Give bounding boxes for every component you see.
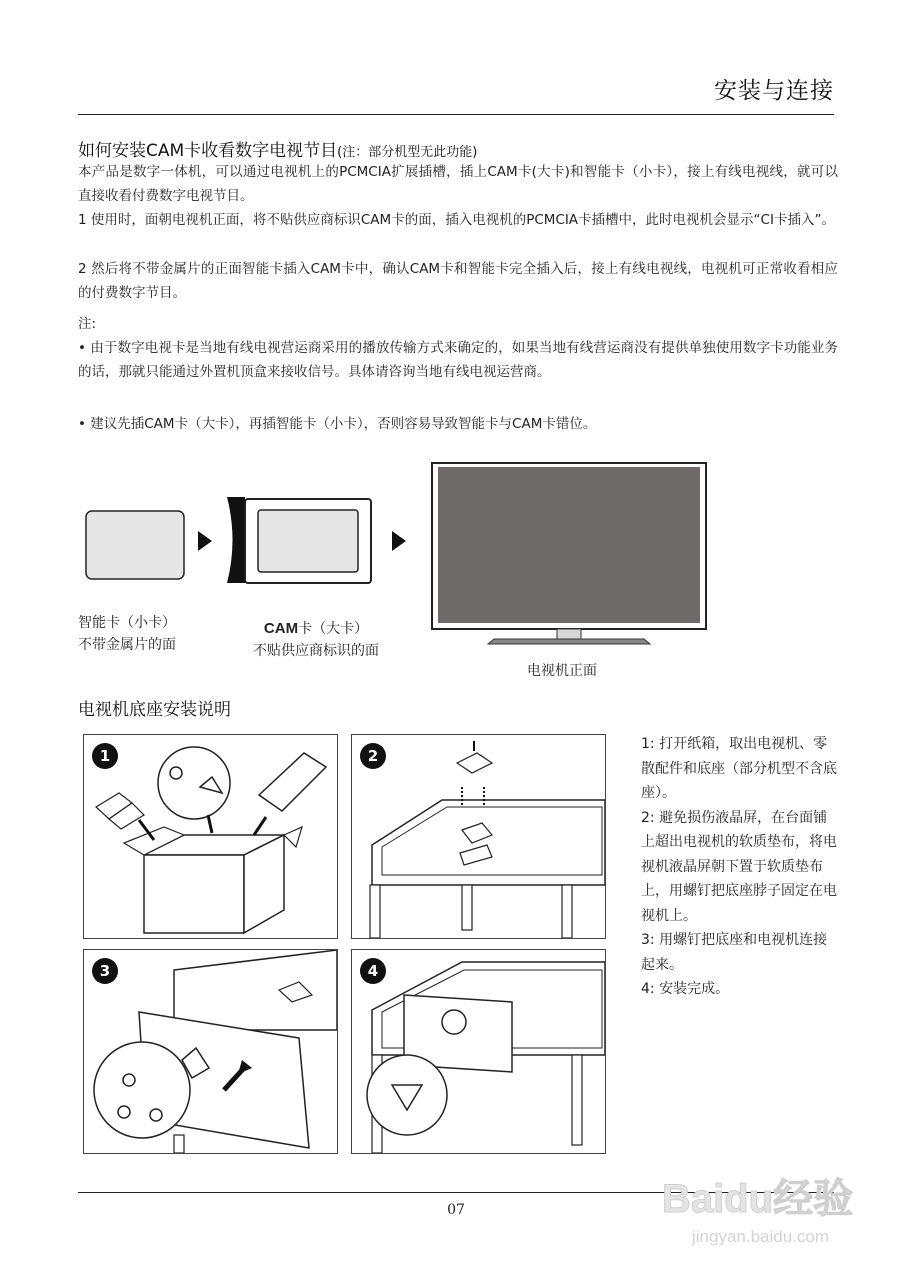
step-panel-2 bbox=[351, 734, 606, 939]
stand-step-4: 4: 安装完成。 bbox=[641, 981, 730, 997]
stand-step-3: 3: 用螺钉把底座和电视机连接起来。 bbox=[641, 932, 828, 973]
neck-attach-illustration bbox=[352, 735, 605, 938]
smart-card-illustration bbox=[86, 511, 184, 579]
watermark-brand: Baidu经验 bbox=[662, 1177, 854, 1221]
assembled-illustration bbox=[352, 950, 605, 1153]
note-bullet-1: • 由于数字电视卡是当地有线电视营运商采用的播放传输方式来确定的，如果当地有线营运商没有提供单独使用数字卡功能业务的话，那就只能通过外置机顶盒来接收信号。具体请咨询当地有线电视运营商。 bbox=[78, 340, 838, 380]
cam-card-caption bbox=[234, 618, 398, 662]
cam-label-rest: 卡（大卡） bbox=[298, 621, 369, 637]
smart-card-caption bbox=[78, 612, 176, 656]
smart-card-sub: 不带金属片的面 bbox=[78, 637, 176, 653]
intro-paragraph: 本产品是数字一体机，可以通过电视机上的PCMCIA扩展插槽，插上CAM卡(大卡)和智能卡（小卡），接上有线电视线，就可以直接收看付费数字电视节目。 bbox=[78, 164, 838, 204]
tv-front-caption: 电视机正面 bbox=[527, 663, 597, 679]
unboxing-illustration bbox=[84, 735, 337, 938]
watermark-url: jingyan.baidu.com bbox=[692, 1227, 830, 1246]
section-title-stand: 电视机底座安装说明 bbox=[78, 700, 231, 720]
step-panel-3 bbox=[83, 949, 338, 1154]
section-title-text: 如何安装CAM卡收看数字电视节目 bbox=[78, 141, 338, 161]
section-title-note: (注：部分机型无此功能) bbox=[337, 145, 478, 160]
cam-card-illustration bbox=[227, 497, 371, 583]
arrow-right-icon bbox=[392, 531, 406, 551]
step-number-badge: 3 bbox=[92, 958, 118, 984]
note-heading: 注: bbox=[78, 316, 97, 332]
step-panel-4 bbox=[351, 949, 606, 1154]
stand-step-2: 2: 避免损伤液晶屏，在台面铺上超出电视机的软质垫布，将电视机液晶屏朝下置于软质垫布上，用螺钉把底座脖子固定在电视机上。 bbox=[641, 809, 837, 924]
page-header-title: 安装与连接 bbox=[714, 78, 834, 104]
section-title-cam bbox=[78, 136, 477, 161]
header-rule bbox=[78, 114, 834, 115]
cam-label-bold: CAM bbox=[263, 620, 299, 637]
note-bullet-2: • 建议先插CAM卡（大卡），再插智能卡（小卡），否则容易导致智能卡与CAM卡错位。 bbox=[78, 416, 597, 432]
baidu-watermark bbox=[652, 1150, 862, 1250]
step1-paragraph: 1 使用时，面朝电视机正面，将不贴供应商标识CAM卡的面，插入电视机的PCMCIA卡插槽中，此时电视机会显示“CI卡插入”。 bbox=[78, 212, 835, 228]
stand-steps-text bbox=[641, 732, 841, 1002]
tv-front-illustration bbox=[432, 463, 706, 644]
smart-card-label: 智能卡（小卡） bbox=[78, 615, 176, 631]
base-attach-illustration bbox=[84, 950, 337, 1153]
step-number-badge: 1 bbox=[92, 743, 118, 769]
stand-step-1: 1: 打开纸箱，取出电视机、零散配件和底座（部分机型不含底座）。 bbox=[641, 736, 837, 801]
step2-paragraph: 2 然后将不带金属片的正面智能卡插入CAM卡中，确认CAM卡和智能卡完全插入后，接上有线电视线，电视机可正常收看相应的付费数字节目。 bbox=[78, 261, 838, 301]
cam-card-sub: 不贴供应商标识的面 bbox=[253, 643, 379, 659]
page-number: 07 bbox=[447, 1202, 465, 1218]
step-panel-1 bbox=[83, 734, 338, 939]
step-number-badge: 2 bbox=[360, 743, 386, 769]
step-number-badge: 4 bbox=[360, 958, 386, 984]
arrow-right-icon bbox=[198, 531, 212, 551]
